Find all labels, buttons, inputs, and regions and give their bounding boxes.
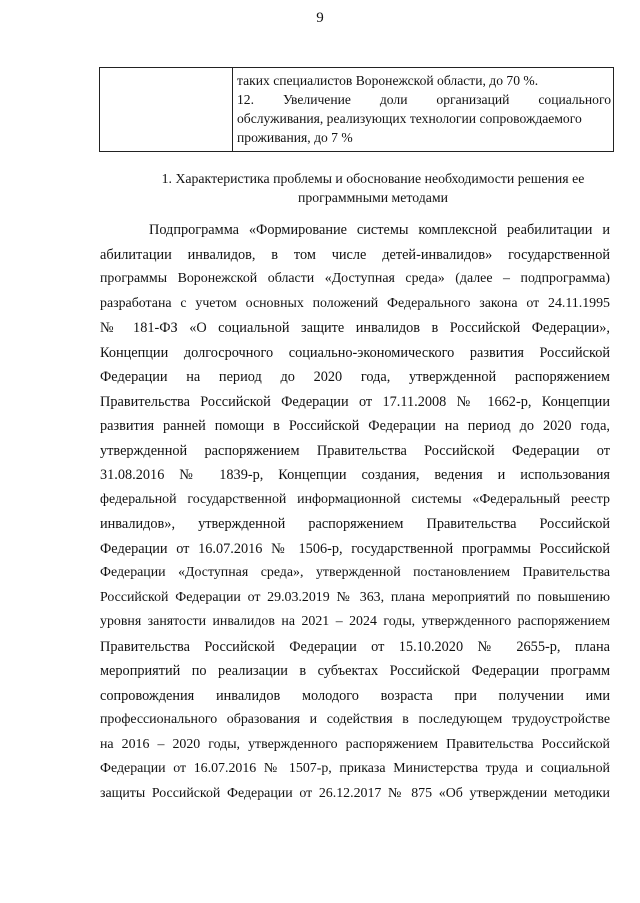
page-number: 9 — [316, 10, 324, 26]
section-heading — [130, 169, 616, 207]
paragraph-line: Федерации «Доступная среда», утвержденной постановлением Правительства — [100, 565, 610, 580]
paragraph-line: разработана с учетом основных положений Федерального закона от 24.11.1995 — [100, 295, 610, 311]
table-left-cell — [100, 68, 233, 152]
paragraph-line: уровня занятости инвалидов на 2021 – 2024 годы, утвержденного распоряжением — [100, 614, 610, 629]
paragraph-line: мероприятий по реализации в субъектах Российской Федерации программ — [100, 663, 610, 679]
paragraph-line: защиты Российской Федерации от 26.12.2017 № 875 «Об утверждении методики — [100, 785, 610, 801]
paragraph-line: Концепции долгосрочного социально-экономического развития Российской — [100, 344, 610, 361]
body-paragraph — [100, 218, 610, 806]
paragraph-line: федеральной государственной информационной системы «Федеральный реестр — [100, 491, 610, 507]
paragraph-line: Правительства Российской Федерации от 15.10.2020 № 2655-р, плана — [100, 638, 610, 655]
paragraph-line: 31.08.2016 № 1839-р, Концепции создания, ведения и использования — [100, 467, 610, 483]
table-row — [100, 68, 614, 152]
paragraph-line: утвержденной распоряжением Правительства Российской Федерации от — [100, 442, 610, 459]
paragraph-line: № 181-ФЗ «О социальной защите инвалидов в Российской Федерации», — [100, 320, 610, 336]
section-heading-line: программными методами — [297, 190, 448, 205]
table-text-line: проживания, до 7 % — [237, 130, 353, 145]
paragraph-line: Федерации от 16.07.2016 № 1507-р, приказа Министерства труда и социальной — [100, 761, 610, 776]
paragraph-line: Федерации на период до 2020 года, утвержденной распоряжением — [100, 369, 610, 385]
table-text-line: обслуживания, реализующих технологии сопровождаемого — [237, 111, 582, 126]
paragraph-line: инвалидов», утвержденной распоряжением Правительства Российской — [100, 516, 610, 532]
paragraph-line: на 2016 – 2020 годы, утвержденного распоряжением Правительства Российской — [100, 736, 610, 752]
paragraph-line: сопровождения инвалидов молодого возраста при получении ими — [100, 687, 610, 704]
paragraph-line: Правительства Российской Федерации от 17.11.2008 № 1662-р, Концепции — [100, 393, 610, 410]
paragraph-line: профессионального образования и содействия в последующем трудоустройстве — [100, 712, 610, 727]
paragraph-line: Федерации от 16.07.2016 № 1506-р, государственной программы Российской — [100, 540, 610, 557]
paragraph-line: Российской Федерации от 29.03.2019 № 363, плана мероприятий по повышению — [100, 589, 610, 605]
table-right-cell — [233, 68, 614, 152]
section-heading-line: 1. Характеристика проблемы и обоснование необходимости решения ее — [161, 171, 585, 186]
table-text-line: таких специалистов Воронежской области, до 70 %. — [237, 73, 539, 88]
continuation-table — [99, 67, 614, 152]
paragraph-line: Подпрограмма «Формирование системы комплексной реабилитации и — [149, 222, 610, 238]
paragraph-line: абилитации инвалидов, в том числе детей-инвалидов» государственной — [100, 246, 610, 263]
paragraph-line: развития ранней помощи в Российской Федерации на период до 2020 года, — [100, 418, 610, 434]
table-text-line: 12. Увеличение доли организаций социального — [237, 92, 611, 107]
paragraph-line: программы Воронежской области «Доступная среда» (далее – подпрограмма) — [100, 271, 610, 286]
